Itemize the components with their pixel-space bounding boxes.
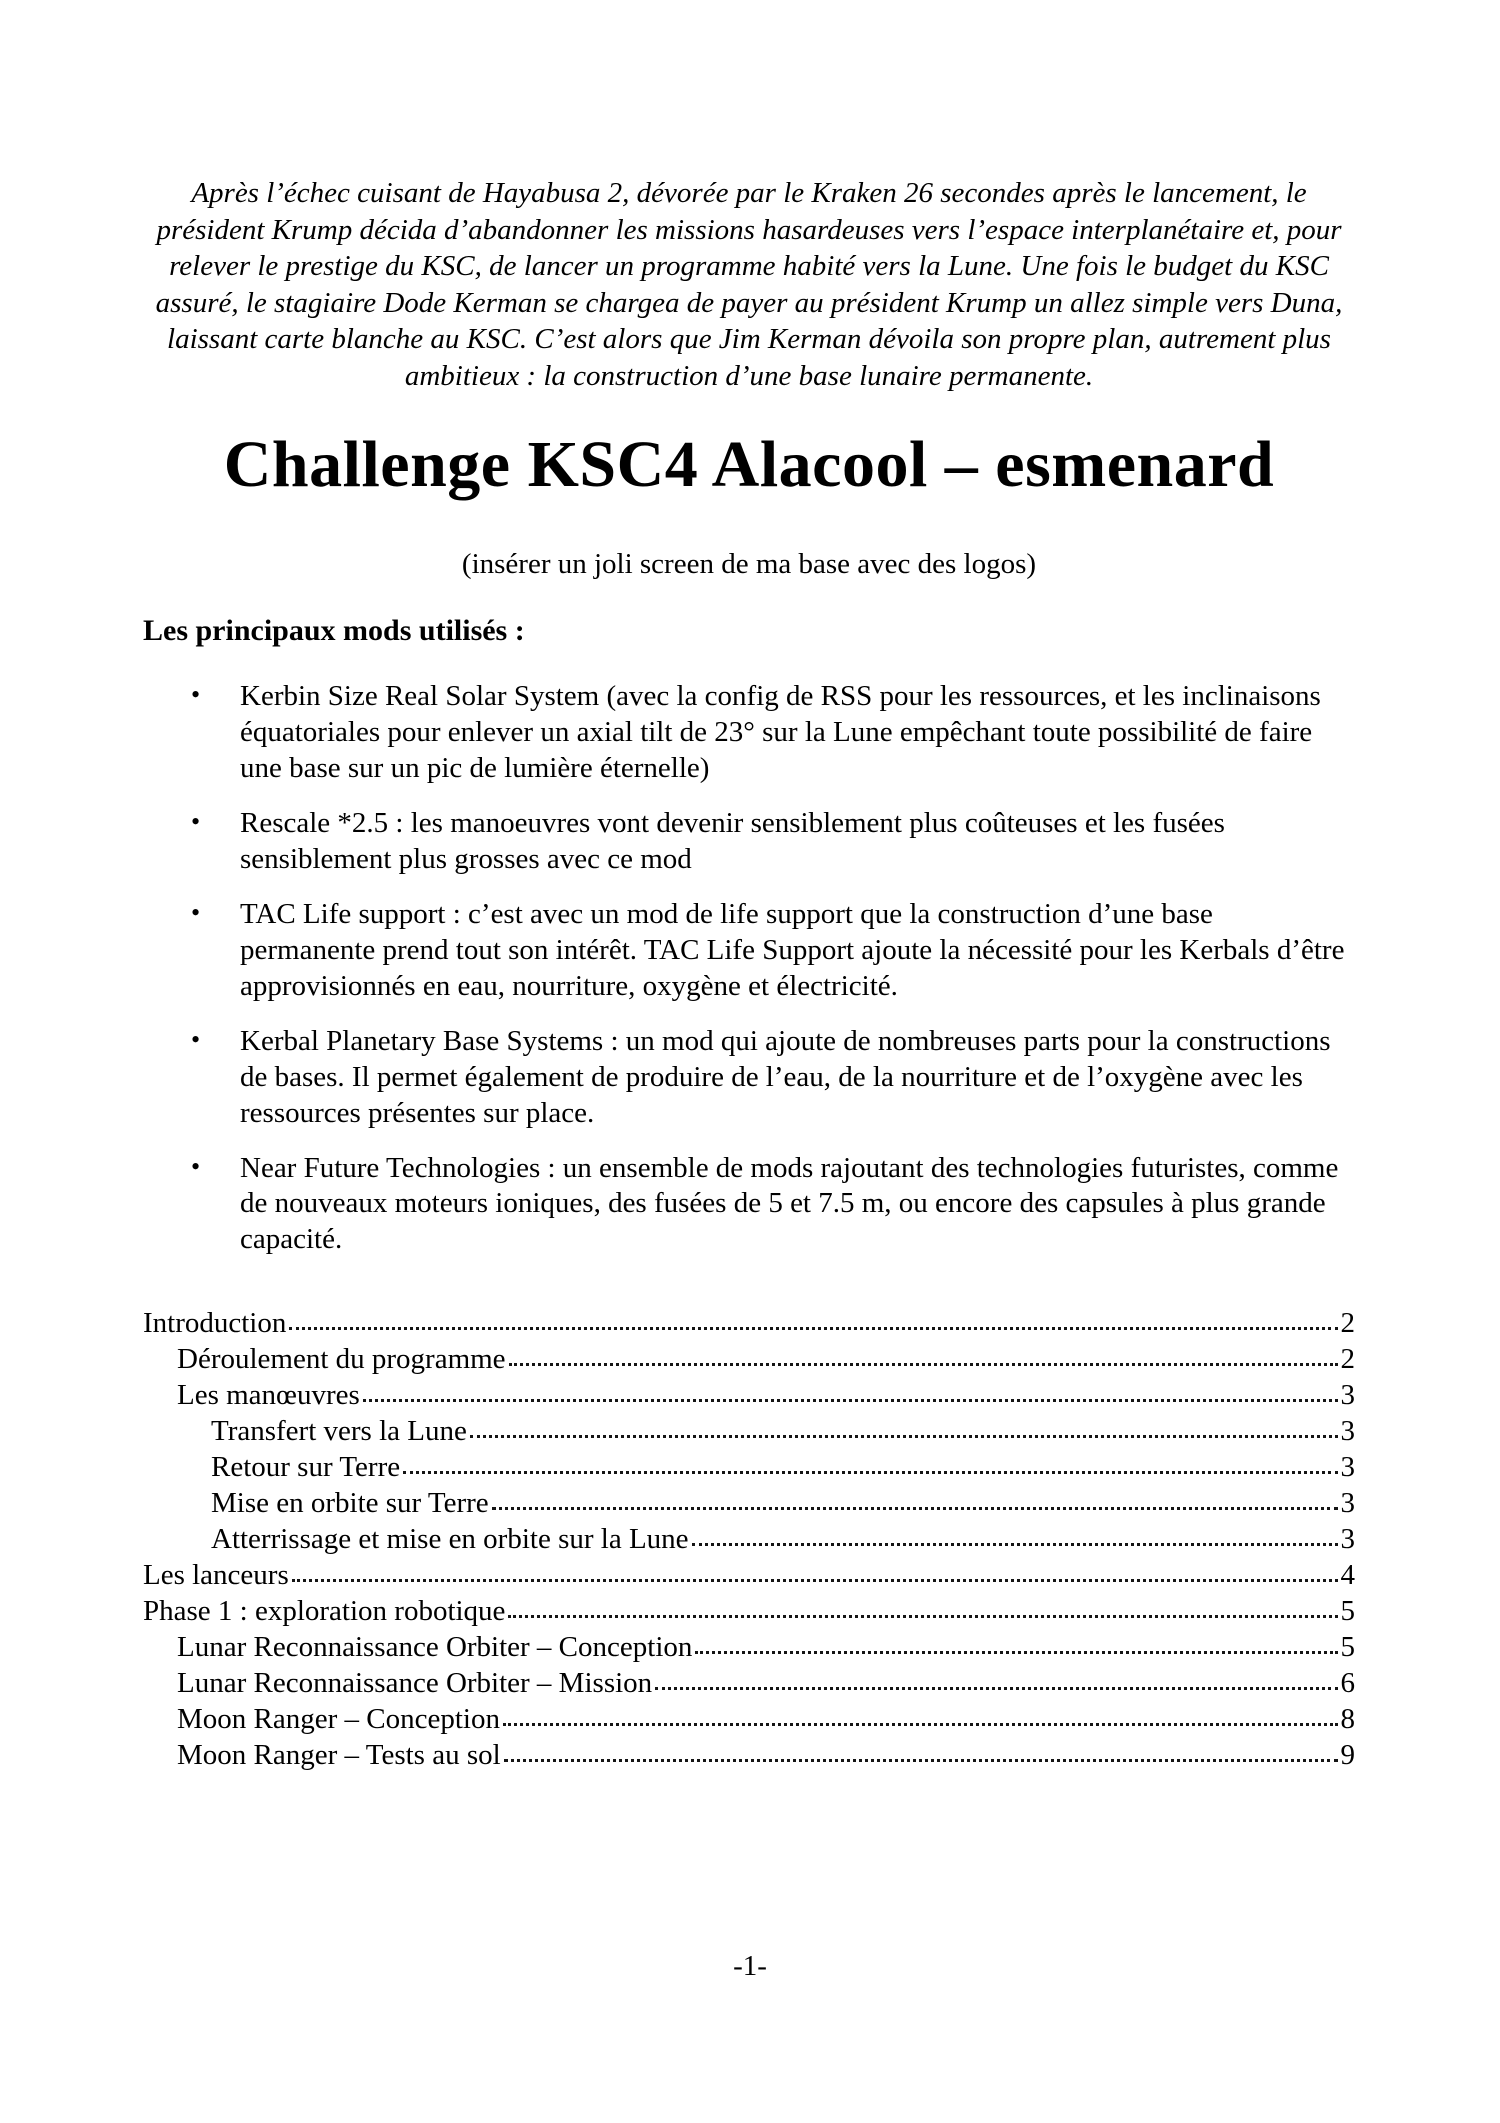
- toc-leader-dots: [695, 1651, 1337, 1654]
- toc-leader-dots: [655, 1687, 1337, 1690]
- toc-entry[interactable]: [143, 1378, 1355, 1414]
- toc-page-number: 5: [1340, 1595, 1355, 1628]
- toc-entry[interactable]: [143, 1630, 1355, 1666]
- toc-entry[interactable]: [143, 1306, 1355, 1342]
- toc-entry[interactable]: [143, 1558, 1355, 1594]
- toc-label: Atterrissage et mise en orbite sur la Lune: [211, 1523, 689, 1556]
- mod-text: Kerbal Planetary Base Systems : un mod qui ajoute de nombreuses parts pour la constructions de bases. Il permet également de produire de l’eau, de la nourriture et de l’oxygène avec les ressources présentes sur place.: [240, 1024, 1331, 1129]
- toc-label: Lunar Reconnaissance Orbiter – Mission: [177, 1667, 653, 1700]
- mod-text: Rescale *2.5 : les manoeuvres vont devenir sensiblement plus coûteuses et les fusées sensiblement plus grosses avec ce mod: [240, 806, 1225, 875]
- toc-leader-dots: [403, 1471, 1337, 1474]
- toc-page-number: 3: [1340, 1523, 1355, 1556]
- mod-text: Kerbin Size Real Solar System (avec la config de RSS pour les ressources, et les inclinaisons équatoriales pour enlever un axial tilt de 23° sur la Lune empêchant toute possibilité de faire une base sur un pic de lumière éternelle): [240, 680, 1321, 784]
- toc-leader-dots: [492, 1507, 1338, 1510]
- toc-leader-dots: [509, 1363, 1338, 1366]
- toc-leader-dots: [692, 1543, 1338, 1546]
- toc-leader-dots: [292, 1579, 1338, 1582]
- toc-page-number: 9: [1340, 1739, 1355, 1772]
- toc-leader-dots: [289, 1327, 1337, 1330]
- toc-page-number: 5: [1340, 1631, 1355, 1664]
- intro-paragraph: Après l’échec cuisant de Hayabusa 2, dévorée par le Kraken 26 secondes après le lancement, le président Krump décida d’abandonner les missions hasardeuses vers l’espace interplanétaire et, pour relever le prestige du KSC, de lancer un programme habité vers la Lune. Une fois le budget du KSC assuré, le stagiaire Dode Kerman se chargea de payer au président Krump un allez simple vers Duna, laissant carte blanche au KSC. C’est alors que Jim Kerman dévoila son propre plan, autrement plus ambitieux : la construction d’une base lunaire permanente.: [155, 177, 1343, 392]
- document-subtitle: (insérer un joli screen de ma base avec des logos): [461, 548, 1037, 581]
- mods-list: [143, 679, 1355, 1258]
- table-of-contents: [143, 1306, 1355, 1774]
- toc-leader-dots: [508, 1615, 1337, 1618]
- bullet-marker: •: [191, 897, 201, 927]
- toc-entry[interactable]: [143, 1522, 1355, 1558]
- toc-label: Retour sur Terre: [211, 1451, 401, 1484]
- toc-label: Mise en orbite sur Terre: [211, 1487, 489, 1520]
- toc-entry[interactable]: [143, 1486, 1355, 1522]
- toc-label: Introduction: [143, 1307, 287, 1340]
- mod-text: Near Future Technologies : un ensemble de mods rajoutant des technologies futuristes, comme de nouveaux moteurs ioniques, des fusées de 5 et 7.5 m, ou encore des capsules à plus grande capacité.: [240, 1151, 1339, 1256]
- document-title: Challenge KSC4 Alacool – esmenard: [223, 428, 1275, 502]
- toc-label: Déroulement du programme: [177, 1343, 506, 1376]
- toc-leader-dots: [504, 1759, 1338, 1762]
- toc-leader-dots: [363, 1399, 1338, 1402]
- toc-page-number: 4: [1340, 1559, 1355, 1592]
- mods-heading: Les principaux mods utilisés :: [143, 613, 525, 647]
- bullet-marker: •: [191, 680, 201, 710]
- toc-label: Phase 1 : exploration robotique: [143, 1595, 506, 1628]
- toc-leader-dots: [470, 1435, 1338, 1438]
- toc-leader-dots: [503, 1723, 1338, 1726]
- toc-entry[interactable]: [143, 1414, 1355, 1450]
- mod-text: TAC Life support : c’est avec un mod de life support que la construction d’une base permanente prend tout son intérêt. TAC Life Support ajoute la nécessité pour les Kerbals d’être approvisionnés en eau, nourriture, oxygène et électricité.: [240, 897, 1345, 1002]
- toc-entry[interactable]: [143, 1594, 1355, 1630]
- toc-entry[interactable]: [143, 1450, 1355, 1486]
- list-item: [143, 679, 1355, 787]
- bullet-marker: •: [191, 1024, 201, 1054]
- toc-entry[interactable]: [143, 1342, 1355, 1378]
- toc-label: Les manœuvres: [177, 1379, 360, 1412]
- toc-page-number: 2: [1340, 1343, 1355, 1376]
- toc-page-number: 8: [1340, 1703, 1355, 1736]
- toc-entry[interactable]: [143, 1666, 1355, 1702]
- list-item: [143, 1024, 1355, 1132]
- toc-page-number: 3: [1340, 1487, 1355, 1520]
- list-item: [143, 897, 1355, 1005]
- toc-label: Les lanceurs: [143, 1559, 289, 1592]
- bullet-marker: •: [191, 1151, 201, 1181]
- list-item: [143, 806, 1355, 878]
- page-footer: -1-: [733, 1950, 767, 1982]
- toc-label: Lunar Reconnaissance Orbiter – Conception: [177, 1631, 693, 1664]
- toc-entry[interactable]: [143, 1738, 1355, 1774]
- toc-page-number: 2: [1340, 1307, 1355, 1340]
- toc-page-number: 3: [1340, 1415, 1355, 1448]
- toc-label: Transfert vers la Lune: [211, 1415, 467, 1448]
- bullet-marker: •: [191, 806, 201, 836]
- toc-page-number: 3: [1340, 1379, 1355, 1412]
- toc-label: Moon Ranger – Conception: [177, 1703, 500, 1736]
- toc-entry[interactable]: [143, 1702, 1355, 1738]
- list-item: [143, 1151, 1355, 1259]
- toc-page-number: 3: [1340, 1451, 1355, 1484]
- toc-label: Moon Ranger – Tests au sol: [177, 1739, 501, 1772]
- toc-page-number: 6: [1340, 1667, 1355, 1700]
